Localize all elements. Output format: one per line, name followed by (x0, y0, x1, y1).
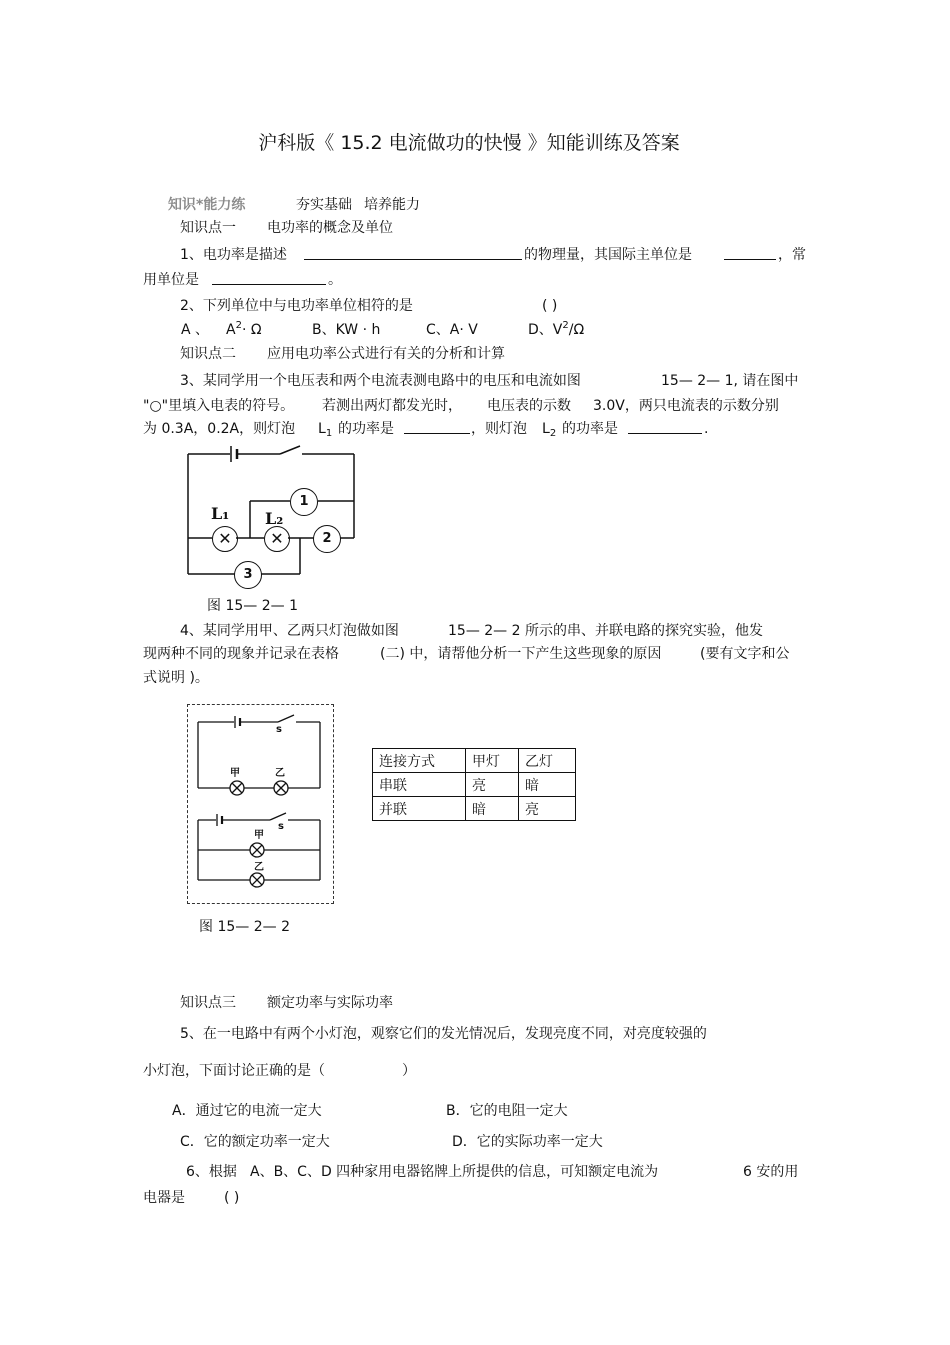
q5-option-d: D．它的实际功率一定大 (452, 1134, 603, 1150)
table-cell: 串联 (373, 773, 466, 797)
q3-line3g: . (704, 421, 709, 437)
kp1-text: 电功率的概念及单位 (267, 220, 393, 236)
fig2-lamp-yi-label-1: 乙 (275, 768, 285, 779)
meter-1[interactable]: 1 (290, 488, 318, 516)
q3-line3f: 的功率是 (562, 421, 618, 437)
q2-option-a: A 、 (181, 322, 210, 338)
q4-line1a: 4、某同学用甲、乙两只灯泡做如图 (180, 623, 399, 639)
figure-2-caption: 图 15— 2— 2 (199, 919, 290, 935)
fig2-switch-label-1: s (276, 724, 282, 735)
q4-line1b: 15— 2— 2 所示的串、并联电路的探究实验，他发 (448, 623, 763, 639)
kp2-num: 知识点二 (180, 346, 236, 362)
q1-c: ，常 (778, 247, 806, 263)
q6-line1c: 6 安的用 (743, 1164, 799, 1180)
kp3-text: 额定功率与实际功率 (267, 995, 393, 1011)
table-cell: 暗 (519, 773, 576, 797)
q2-paren: ( ) (542, 298, 558, 314)
table-cell: 亮 (466, 773, 519, 797)
q3-line2b: 若测出两灯都发光时， (322, 398, 462, 414)
kp2-text: 应用电功率公式进行有关的分析和计算 (267, 346, 505, 362)
table-cell: 并联 (373, 797, 466, 821)
q3-line1b: 15— 2— 1, 请在图中 (661, 373, 799, 389)
table-header-cell: 连接方式 (373, 749, 466, 773)
q2-option-a-unit: $A^2\cdot \Omega$ (226, 320, 262, 338)
q2-text: 2、下列单位中与电功率单位相符的是 (180, 298, 413, 314)
meter-2[interactable]: 2 (313, 525, 341, 553)
fig2-switch-label-2: s (278, 821, 284, 832)
fig2-lamp-jia-label-2: 甲 (254, 830, 264, 841)
q3-l1-label: $L_1$ (318, 421, 333, 439)
section-sub1: 夯实基础 (296, 197, 352, 213)
q3-line2a: "○"里填入电表的符号。 (143, 398, 295, 414)
q3-line3a: 为 0.3A，0.2A，则灯泡 (143, 421, 296, 437)
q5-option-c: C．它的额定功率一定大 (180, 1134, 330, 1150)
q3-line2d: 3.0V，两只电流表的示数分别 (593, 398, 779, 414)
q5-line1: 5、在一电路中有两个小灯泡，观察它们的发光情况后，发现亮度不同，对亮度较强的 (180, 1026, 707, 1042)
q5-line2-close: ） (402, 1063, 416, 1079)
table-cell: 暗 (466, 797, 519, 821)
q4-line3: 式说明 )。 (143, 670, 209, 686)
table-row (373, 773, 576, 797)
lamp-l2-label: L₂ (265, 509, 284, 528)
q5-option-a: A．通过它的电流一定大 (172, 1103, 322, 1119)
q1-blank3[interactable] (212, 271, 326, 285)
lamp-l1-icon: ✕ (212, 526, 238, 552)
q3-l2-label: $L_2$ (542, 421, 557, 439)
q1-e: 。 (328, 272, 342, 288)
q5-line2: 小灯泡，下面讨论正确的是（ (143, 1063, 325, 1079)
q2-option-b: B、KW · h (312, 322, 381, 338)
q6-line1a: 6、根据 (186, 1164, 237, 1180)
q3-line3c: 的功率是 (338, 421, 394, 437)
q1-d: 用单位是 (143, 272, 199, 288)
lamp-l1-label: L₁ (211, 504, 230, 523)
table-header-cell: 乙灯 (519, 749, 576, 773)
q3-blank2[interactable] (628, 420, 702, 434)
q6-line1b: A、B、C、D 四种家用电器铭牌上所提供的信息，可知额定电流为 (250, 1164, 659, 1180)
results-table (372, 748, 576, 821)
q6-line2: 电器是 (143, 1190, 185, 1206)
q3-line1a: 3、某同学用一个电压表和两个电流表测电路中的电压和电流如图 (180, 373, 581, 389)
fig2-lamp-jia-label-1: 甲 (230, 768, 240, 779)
q3-line3d: ，则灯泡 (471, 421, 527, 437)
page-title: 沪科版《 15.2 电流做功的快慢 》知能训练及答案 (258, 132, 680, 154)
q2-option-c: C、A· V (426, 322, 478, 338)
q1-blank2[interactable] (724, 246, 776, 260)
table-header-cell: 甲灯 (466, 749, 519, 773)
lamp-l2-icon: ✕ (264, 526, 290, 552)
q3-blank1[interactable] (404, 420, 470, 434)
q6-line2-paren: ( ) (224, 1190, 240, 1206)
kp1-num: 知识点一 (180, 220, 236, 236)
q5-option-b: B．它的电阻一定大 (446, 1103, 568, 1119)
q3-line2c: 电压表的示数 (487, 398, 571, 414)
meter-3[interactable]: 3 (234, 561, 262, 589)
q4-line2a: 现两种不同的现象并记录在表格 (143, 646, 339, 662)
q2-option-d: D、$V^2/\Omega$ (528, 320, 585, 338)
q4-line2c: (要有文字和公 (700, 646, 790, 662)
section-label: 知识*能力练 (168, 197, 246, 213)
fig2-lamp-yi-label-2: 乙 (254, 862, 264, 873)
q1-b: 的物理量，其国际主单位是 (524, 247, 692, 263)
kp3-num: 知识点三 (180, 995, 236, 1011)
table-row (373, 797, 576, 821)
figure-1-caption: 图 15— 2— 1 (207, 598, 298, 614)
q1-a: 1、电功率是描述 (180, 247, 287, 263)
table-cell: 亮 (519, 797, 576, 821)
q1-blank1[interactable] (304, 246, 522, 260)
section-sub2: 培养能力 (364, 197, 420, 213)
table-header-row (373, 749, 576, 773)
q4-line2b: (二) 中，请帮他分析一下产生这些现象的原因 (380, 646, 662, 662)
